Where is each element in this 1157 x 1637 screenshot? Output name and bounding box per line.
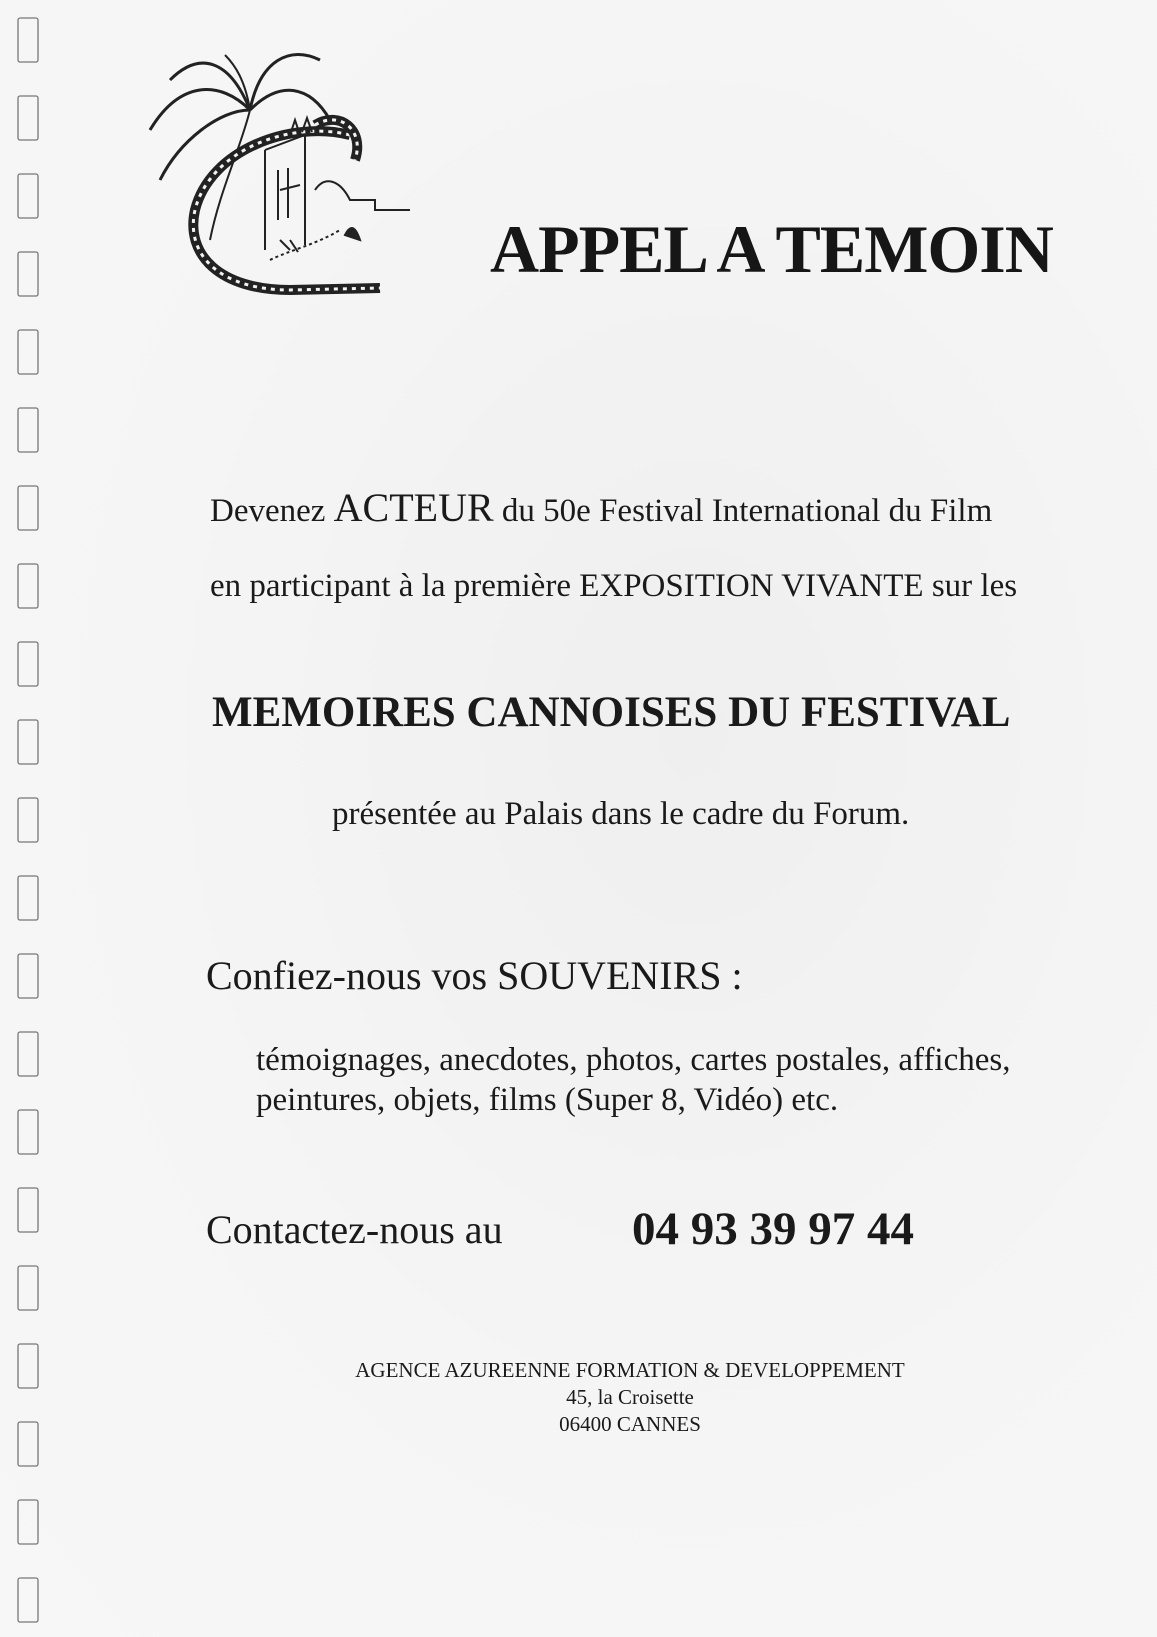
ring-binding-holes (0, 0, 60, 1637)
intro-line-1 (210, 484, 992, 531)
address-city: 06400 CANNES (559, 1412, 701, 1436)
exhibition-subheading: présentée au Palais dans le cadre du Forum. (332, 796, 910, 832)
souvenirs-list-line-1: témoignages, anecdotes, photos, cartes postales, affiches, (256, 1042, 1011, 1078)
souvenirs-label: Confiez-nous vos SOUVENIRS : (206, 953, 743, 998)
intro-line-2: en participant à la première EXPOSITION VIVANTE sur les (210, 568, 1018, 604)
intro-festival-text: du 50e Festival International du Film (501, 493, 993, 529)
address-street: 45, la Croisette (566, 1385, 694, 1409)
intro-word-devenez: Devenez (210, 493, 326, 529)
contact-phone-number: 04 93 39 97 44 (632, 1203, 914, 1255)
intro-word-acteur: ACTEUR (333, 485, 494, 530)
address-organization: AGENCE AZUREENNE FORMATION & DEVELOPPEMENT (355, 1358, 905, 1382)
festival-logo (140, 40, 440, 310)
palm-tree-film-reel-icon (140, 40, 440, 310)
souvenirs-list-line-2: peintures, objets, films (Super 8, Vidéo) etc. (256, 1082, 839, 1118)
page-title: APPEL A TEMOIN (490, 211, 1053, 287)
contact-label: Contactez-nous au (206, 1207, 503, 1252)
binding-holes-icon (0, 0, 60, 1637)
exhibition-heading: MEMOIRES CANNOISES DU FESTIVAL (212, 689, 1011, 736)
